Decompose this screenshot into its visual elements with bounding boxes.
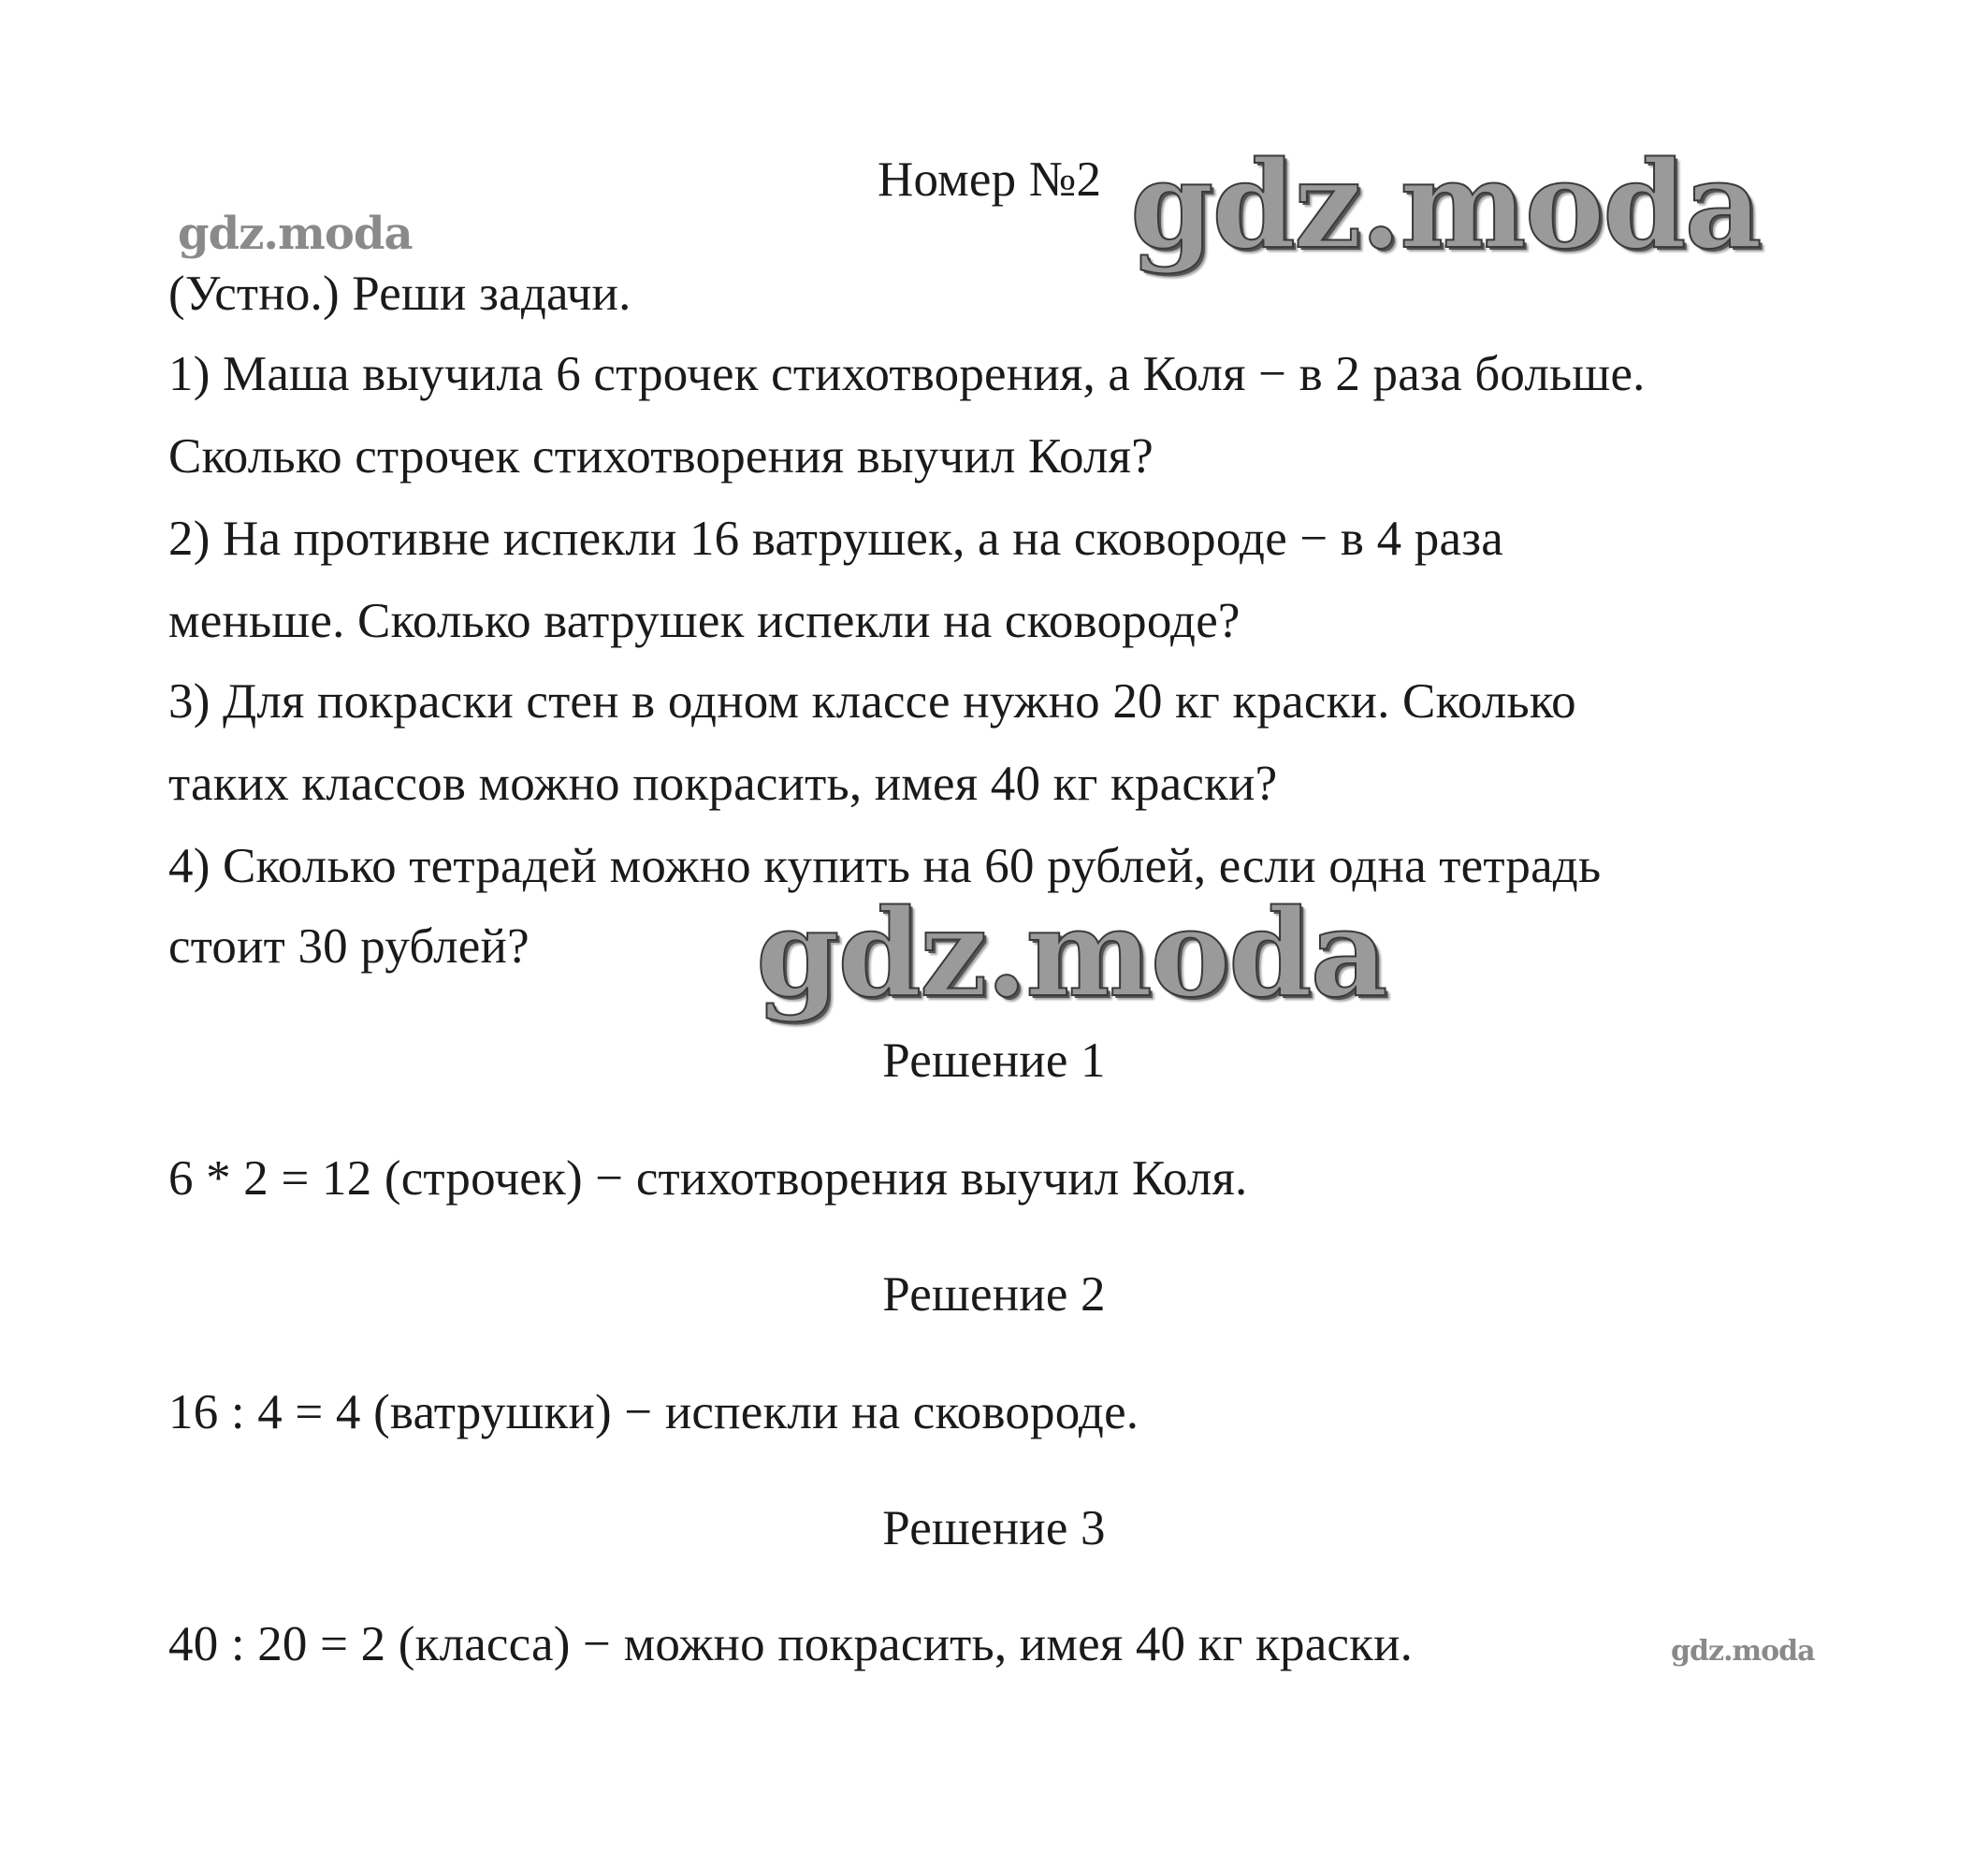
task-line-5: 3) Для покраски стен в одном классе нужно 20 кг краски. Сколько	[168, 674, 1576, 729]
solution-1-text: 6 * 2 = 12 (строчек) − стихотворения выучил Коля.	[168, 1151, 1248, 1206]
task-line-7: 4) Сколько тетрадей можно купить на 60 рублей, если одна тетрадь	[168, 839, 1602, 893]
watermark-small-bottom-right: gdz.moda	[1671, 1635, 1815, 1668]
solution-1-heading: Решение 1	[882, 1033, 1106, 1088]
solution-3-text: 40 : 20 = 2 (класса) − можно покрасить, имея 40 кг краски.	[168, 1617, 1414, 1671]
watermark-large-middle: gdz.moda	[756, 884, 1386, 1024]
solution-2-text: 16 : 4 = 4 (ватрушки) − испекли на сковороде.	[168, 1385, 1139, 1439]
watermark-large-top: gdz.moda	[1130, 136, 1761, 276]
task-line-3: 2) На противне испекли 16 ватрушек, а на сковороде − в 4 раза	[168, 512, 1504, 566]
task-line-4: меньше. Сколько ватрушек испекли на сковороде?	[168, 594, 1241, 648]
task-line-2: Сколько строчек стихотворения выучил Коля?	[168, 429, 1154, 484]
task-intro: (Устно.) Реши задачи.	[168, 267, 631, 321]
watermark-small-top-left: gdz.moda	[178, 208, 413, 260]
task-line-8: стоит 30 рублей?	[168, 919, 530, 974]
solution-2-heading: Решение 2	[882, 1267, 1106, 1322]
page-title: Номер №2	[878, 152, 1102, 207]
task-line-6: таких классов можно покрасить, имея 40 кг краски?	[168, 757, 1278, 811]
task-line-1: 1) Маша выучила 6 строчек стихотворения, а Коля − в 2 раза больше.	[168, 347, 1646, 401]
solution-3-heading: Решение 3	[882, 1501, 1106, 1555]
